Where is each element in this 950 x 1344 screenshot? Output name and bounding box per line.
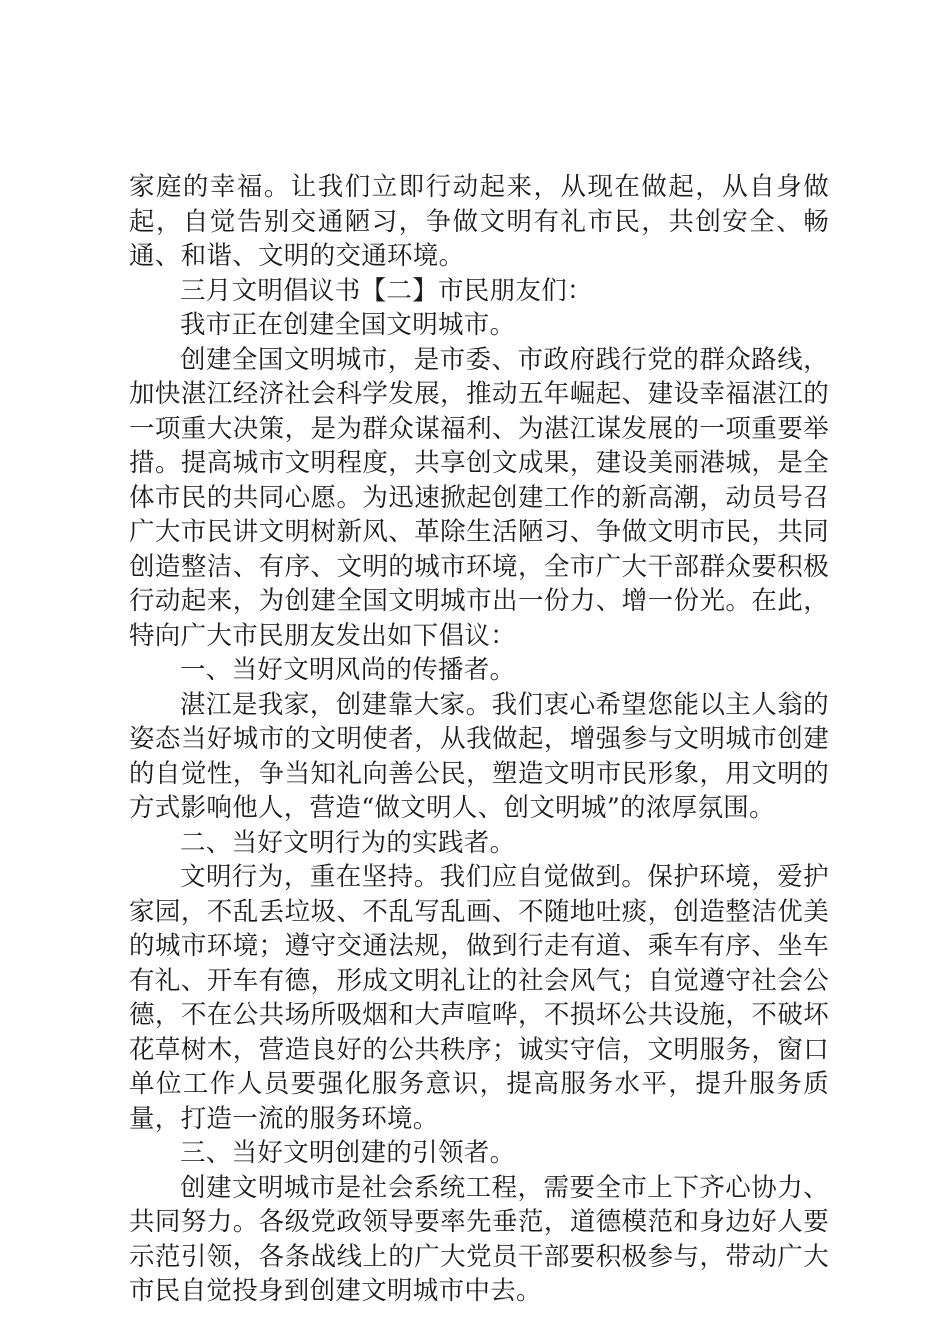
paragraph-intro: 我市正在创建全国文明城市。 [180,310,516,340]
paragraph-continuation: 家庭的幸福。让我们立即行动起来，从现在做起，从自身做起，自觉告别交通陋习，争做文明有礼市民，共创安全、畅通、和谐、文明的交通环境。 [129,172,829,271]
paragraph-section-2: 文明行为，重在坚持。我们应自觉做到。保护环境，爱护家园，不乱丢垃圾、不乱写乱画、不随地吐痰，创造整洁优美的城市环境；遵守交通法规，做到行走有道、乘车有序、坐车有礼、开车有德，形成文明礼让的社会风气；自觉遵守社会公德，不在公共场所吸烟和大声喧哗，不损坏公共设施，不破坏花草树木，营造良好的公共秩序；诚实守信，文明服务，窗口单位工作人员要强化服务意识，提高服务水平，提升服务质量，打造一流的服务环境。 [129,862,829,1134]
section-heading-2: 二、当好文明行为的实践者。 [180,827,516,858]
document-body [129,170,829,1309]
paragraph-section-3: 创建文明城市是社会系统工程，需要全市上下齐心协力、共同努力。各级党政领导要率先垂范，道德模范和身边好人要示范引领，各条战线上的广大党员干部要积极参与，带动广大市民自觉投身到创建文明城市中去。 [129,1172,829,1306]
section-heading-3: 三、当好文明创建的引领者。 [180,1138,516,1168]
paragraph-section-1: 湛江是我家，创建靠大家。我们衷心希望您能以主人翁的姿态当好城市的文明使者，从我做起，增强参与文明城市创建的自觉性，争当知礼向善公民，塑造文明市民形象，用文明的方式影响他人，营造“做文明人、创文明城”的浓厚氛围。 [129,689,829,823]
section-heading-1: 一、当好文明风尚的传播者。 [180,655,516,685]
paragraph-body: 创建全国文明城市，是市委、市政府践行党的群众路线，加快湛江经济社会科学发展，推动五年崛起、建设幸福湛江的一项重大决策，是为群众谋福利、为湛江谋发展的一项重要举措。提高城市文明程度，共享创文成果，建设美丽港城，是全体市民的共同心愿。为迅速掀起创建工作的新高潮，动员号召广大市民讲文明树新风、革除生活陋习、争做文明市民，共同创造整洁、有序、文明的城市环境，全市广大干部群众要积极行动起来，为创建全国文明城市出一份力、增一份光。在此，特向广大市民朋友发出如下倡议： [129,344,829,651]
paragraph-heading-salutation: 三月文明倡议书【二】市民朋友们： [180,275,593,306]
